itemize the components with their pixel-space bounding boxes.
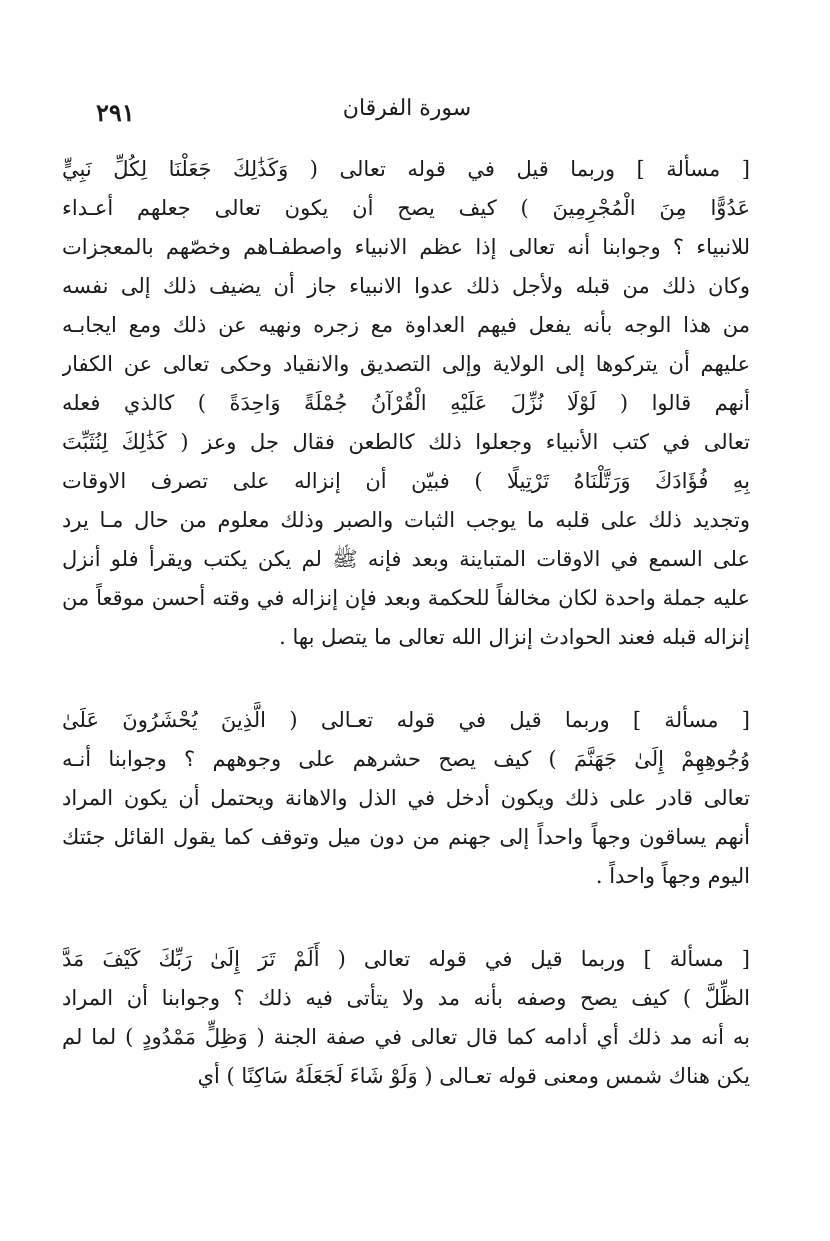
text-line: عليه جملة واحدة لكان مخالفاً للحكمة وبعد فإن إنزاله في وقته أحسن موقعاً من <box>62 586 750 610</box>
text-line: عَدُوًّا مِنَ الْمُجْرِمِينَ ) كيف يصح أن يكون تعالى جعلهم أعـداء <box>62 196 750 220</box>
text-line: أنهم يساقون وجهاً واحداً إلى جهنم من دون ميل وتوقف كما يقول القائل جئتك <box>62 825 750 849</box>
surah-title: سورة الفرقان <box>342 96 472 121</box>
paragraph <box>62 701 750 896</box>
page-body <box>62 150 750 1140</box>
text-line: الظِّلَّ ) كيف يصح وصفه بأنه مد ولا يتأتى فيه ذلك ؟ وجوابنا أن المراد <box>62 986 750 1010</box>
text-line: وتجديد ذلك على قلبه ما يوجب الثبات والصبر وذلك معلوم من حال مـا يرد <box>62 508 750 532</box>
text-line: للانبياء ؟ وجوابنا أنه تعالى إذا عظم الانبياء واصطفـاهم وخصّهم بالمعجزات <box>62 235 750 259</box>
text-line: إنزاله قبله فعند الحوادث إنزال الله تعالى ما يتصل بها . <box>279 625 750 649</box>
page-number: ٢٩١ <box>96 98 135 127</box>
paragraph <box>62 150 750 657</box>
text-line: وُجُوهِهِمْ إِلَىٰ جَهَنَّمَ ) كيف يصح حشرهم على وجوههم ؟ وجوابنا أنـه <box>62 747 750 771</box>
text-line: على السمع في الاوقات المتباينة وبعد فإنه ﷺ لم يكن يكتب ويقرأ فلو أنزل <box>62 547 750 571</box>
text-line: عليهم أن يتركوها إلى الولاية وإلى التصديق والانقياد وحكى تعالى عن الكفار <box>62 352 750 376</box>
page-header <box>96 92 718 132</box>
paragraph <box>62 940 750 1096</box>
text-line: اليوم وجهاً واحداً . <box>595 864 750 888</box>
text-line: بِهِ فُؤَادَكَ وَرَتَّلْنَاهُ تَرْتِيلًا ) فبيّن أن إنزاله على تصرف الاوقات <box>62 469 750 493</box>
text-line: [ مسألة ] وربما قيل في قوله تعالى ( وَكَذَٰلِكَ جَعَلْنَا لِكُلِّ نَبِيٍّ <box>62 157 750 181</box>
text-line: [ مسألة ] وربما قيل في قوله تعـالى ( الَّذِينَ يُحْشَرُونَ عَلَىٰ <box>62 708 750 732</box>
text-line: تعالى قادر على ذلك ويكون أدخل في الذل والاهانة ويحتمل أن يكون المراد <box>62 786 750 810</box>
text-line: [ مسألة ] وربما قيل في قوله تعالى ( أَلَمْ تَرَ إِلَىٰ رَبِّكَ كَيْفَ مَدَّ <box>62 947 750 971</box>
text-line: يكن هناك شمس ومعنى قوله تعـالى ( وَلَوْ شَاءَ لَجَعَلَهُ سَاكِنًا ) أي <box>197 1064 750 1088</box>
text-line: من هذا الوجه بأنه يفعل فيهم العداوة مع زجره ونهيه عن ذلك ومع ايجابـه <box>62 313 750 337</box>
text-line: وكان ذلك من قبله ولأجل ذلك عدوا الانبياء جاز أن يضيف ذلك إلى نفسه <box>62 274 750 298</box>
text-line: به أنه مد ذلك أي أدامه كما قال تعالى في صفة الجنة ( وَظِلٍّ مَمْدُودٍ ) لما لم <box>62 1025 750 1049</box>
text-line: أنهم قالوا ( لَوْلَا نُزِّلَ عَلَيْهِ الْقُرْآنُ جُمْلَةً وَاحِدَةً ) كالذي فعله <box>62 391 750 415</box>
text-line: تعالى في كتب الأنبياء وجعلوا ذلك كالطعن فقال جل وعز ( كَذَٰلِكَ لِنُثَبِّتَ <box>62 430 750 454</box>
